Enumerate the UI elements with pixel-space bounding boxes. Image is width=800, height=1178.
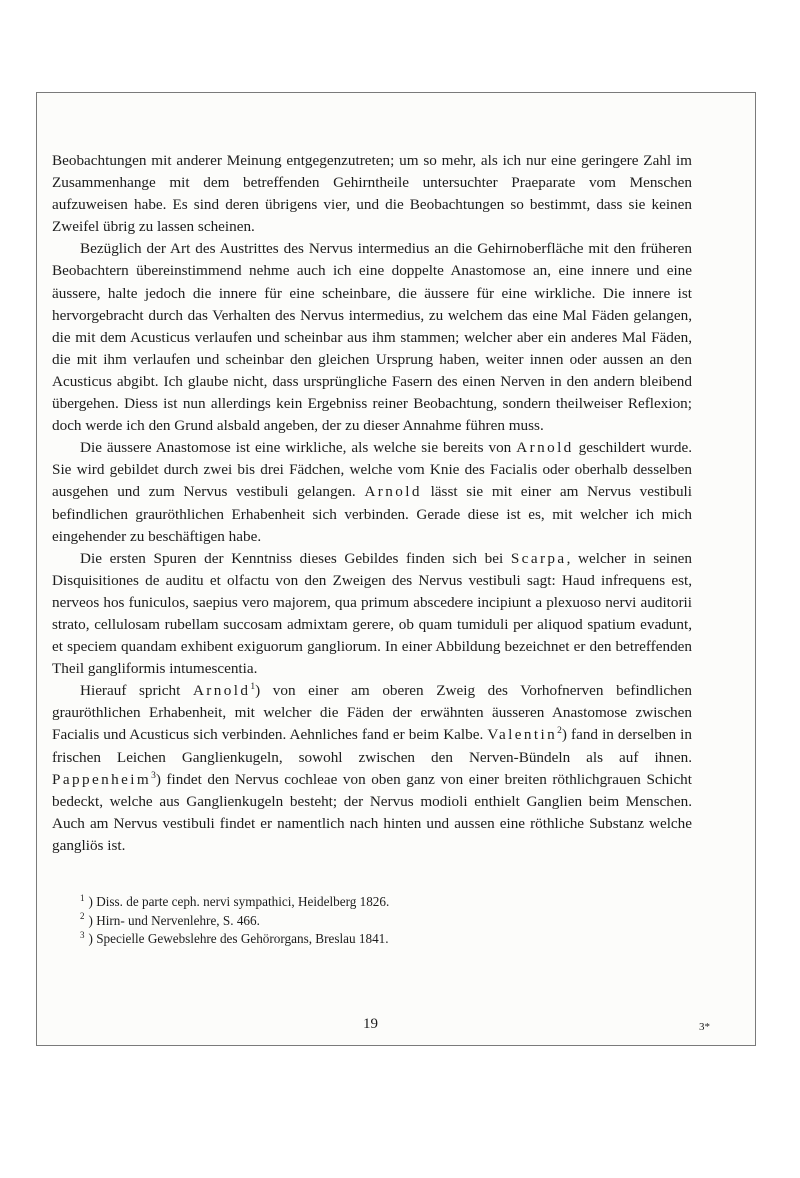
page-number: 19 [363, 1016, 378, 1032]
text-segment: Beobachtungen mit anderer Meinung entgegenzutreten; um so mehr, als ich nur eine geringere Zahl im Zusammenhange mit dem betreffenden Gehirntheile untersuchter Praeparate vom Menschen aufzuweisen habe. Es sind deren übrigens vier, und die Beobachtungen so bestimmt, dass sie keinen Zweifel übrig zu lassen scheinen. [52, 152, 692, 236]
spaced-name: Arnold [364, 483, 422, 501]
text-segment: ) findet den Nervus cochleae von oben ganz von einer breiten röthlichgrauen Schicht bedeckt, welche aus Ganglienkugeln besteht; der Nervus modioli enthielt Ganglien beim Menschen. Auch am Nervus vestibuli findet er namentlich nach hinten und aussen eine röthliche Substanz welche gangliös ist. [52, 770, 692, 854]
footnote [52, 930, 692, 949]
spaced-name: Arnold [516, 439, 574, 457]
footnote-reference: 2 [557, 726, 562, 737]
footnote-mark: 2 [80, 911, 85, 922]
text-segment: , welcher in seinen Disquisitiones de auditu et olfactu von den Zweigen des Nervus vestibuli sagt: Haud infrequens est, nerveos hos funiculos, saepius vero majorem, qua primum abscedere incipiunt a plexuoso nervi auditorii strato, cellulosam rubellam succosam admixtam gerere, ob quam tumiduli per aliquod spatium evadunt, et speciem quandam exhibent exiguorum gangliorum. In einer Abbildung bezeichnet er den betreffenden Theil gangliformis intumescentia. [52, 549, 692, 678]
text-segment: Bezüglich der Art des Austrittes des Nervus intermedius an die Gehirnoberfläche mit den früheren Beobachtern übereinstimmend nehme auch ich eine doppelte Anastomose an, eine innere und eine äussere, halte jedoch die innere für eine scheinbare, die äussere für eine wirkliche. Die innere ist hervorgebracht durch das Verhalten des Nervus intermedius, zu welchem das eine Mal Fäden gelangen, die mit dem Acusticus verlaufen und scheinbar aus ihm stammen; welcher aber ein anderes Mal Fäden, die mit ihm verlaufen und scheinbar den gleichen Ursprung haben, weiter innen oder aussen an den Acusticus abgibt. Ich glaube nicht, dass ursprüngliche Fasern des einen Nerven in den andern bleibend übergehen. Diess ist nun allerdings kein Ergebniss reiner Beobachtung, sondern theilweiser Reflexion; doch werde ich den Grund alsbald angeben, der zu dieser Annahme führen muss. [52, 240, 692, 435]
footnote [52, 893, 692, 912]
footnote-text: ) Specielle Gewebslehre des Gehörorgans, Breslau 1841. [88, 931, 389, 947]
spaced-name: Scarpa [510, 549, 567, 567]
spaced-name: Arnold [192, 682, 251, 700]
paragraph-p4 [52, 548, 692, 681]
text-segment: ) fand in derselben in frischen Leichen Ganglienkugeln, sowohl zwischen den Nerven-Bündeln als auf ihnen. [52, 726, 692, 766]
footnote-text: ) Hirn- und Nervenlehre, S. 466. [88, 912, 260, 928]
footnote-reference: 1 [250, 682, 256, 693]
spaced-name: Valentin [487, 726, 558, 744]
footnote [52, 912, 692, 931]
text-segment: Die ersten Spuren der Kenntniss dieses Gebildes finden sich bei [80, 549, 511, 567]
paragraph-p3 [52, 437, 692, 547]
paragraph-p5 [52, 680, 692, 857]
text-segment: Die äussere Anastomose ist eine wirkliche, als welche sie bereits von [80, 439, 517, 457]
footnote-mark: 1 [80, 892, 85, 903]
text-segment: lässt sie mit einer am Nervus vestibuli befindlichen grauröthlichen Erhabenheit sich verbinden. Gerade diese ist es, mit welcher ich mich eingehender zu beschäftigen habe. [52, 483, 692, 545]
text-segment: ) von einer am oberen Zweig des Vorhofnerven befindlichen grauröthlichen Erhabenheit, mit welcher die Fäden der erwähnten äusseren Anastomose zwischen Facialis und Acusticus sich verbinden. Aehnliches fand er beim Kalbe. [52, 682, 692, 744]
footnote-text: ) Diss. de parte ceph. nervi sympathici, Heidelberg 1826. [88, 894, 390, 909]
footnotes [52, 893, 692, 949]
text-segment: geschildert wurde. Sie wird gebildet durch zwei bis drei Fädchen, welche vom Knie des Facialis oder oberhalb desselben ausgehen und zum Nervus vestibuli gelangen. [52, 439, 692, 501]
footnote-mark: 3 [80, 929, 85, 940]
paragraph-p1 [52, 150, 692, 238]
spaced-name: Pappenheim [52, 770, 152, 788]
signature-mark: 3* [699, 1021, 710, 1033]
footnote-reference: 3 [151, 770, 156, 781]
text-segment: Hierauf spricht [80, 682, 193, 700]
body-text [52, 150, 692, 857]
paragraph-p2 [52, 238, 692, 437]
